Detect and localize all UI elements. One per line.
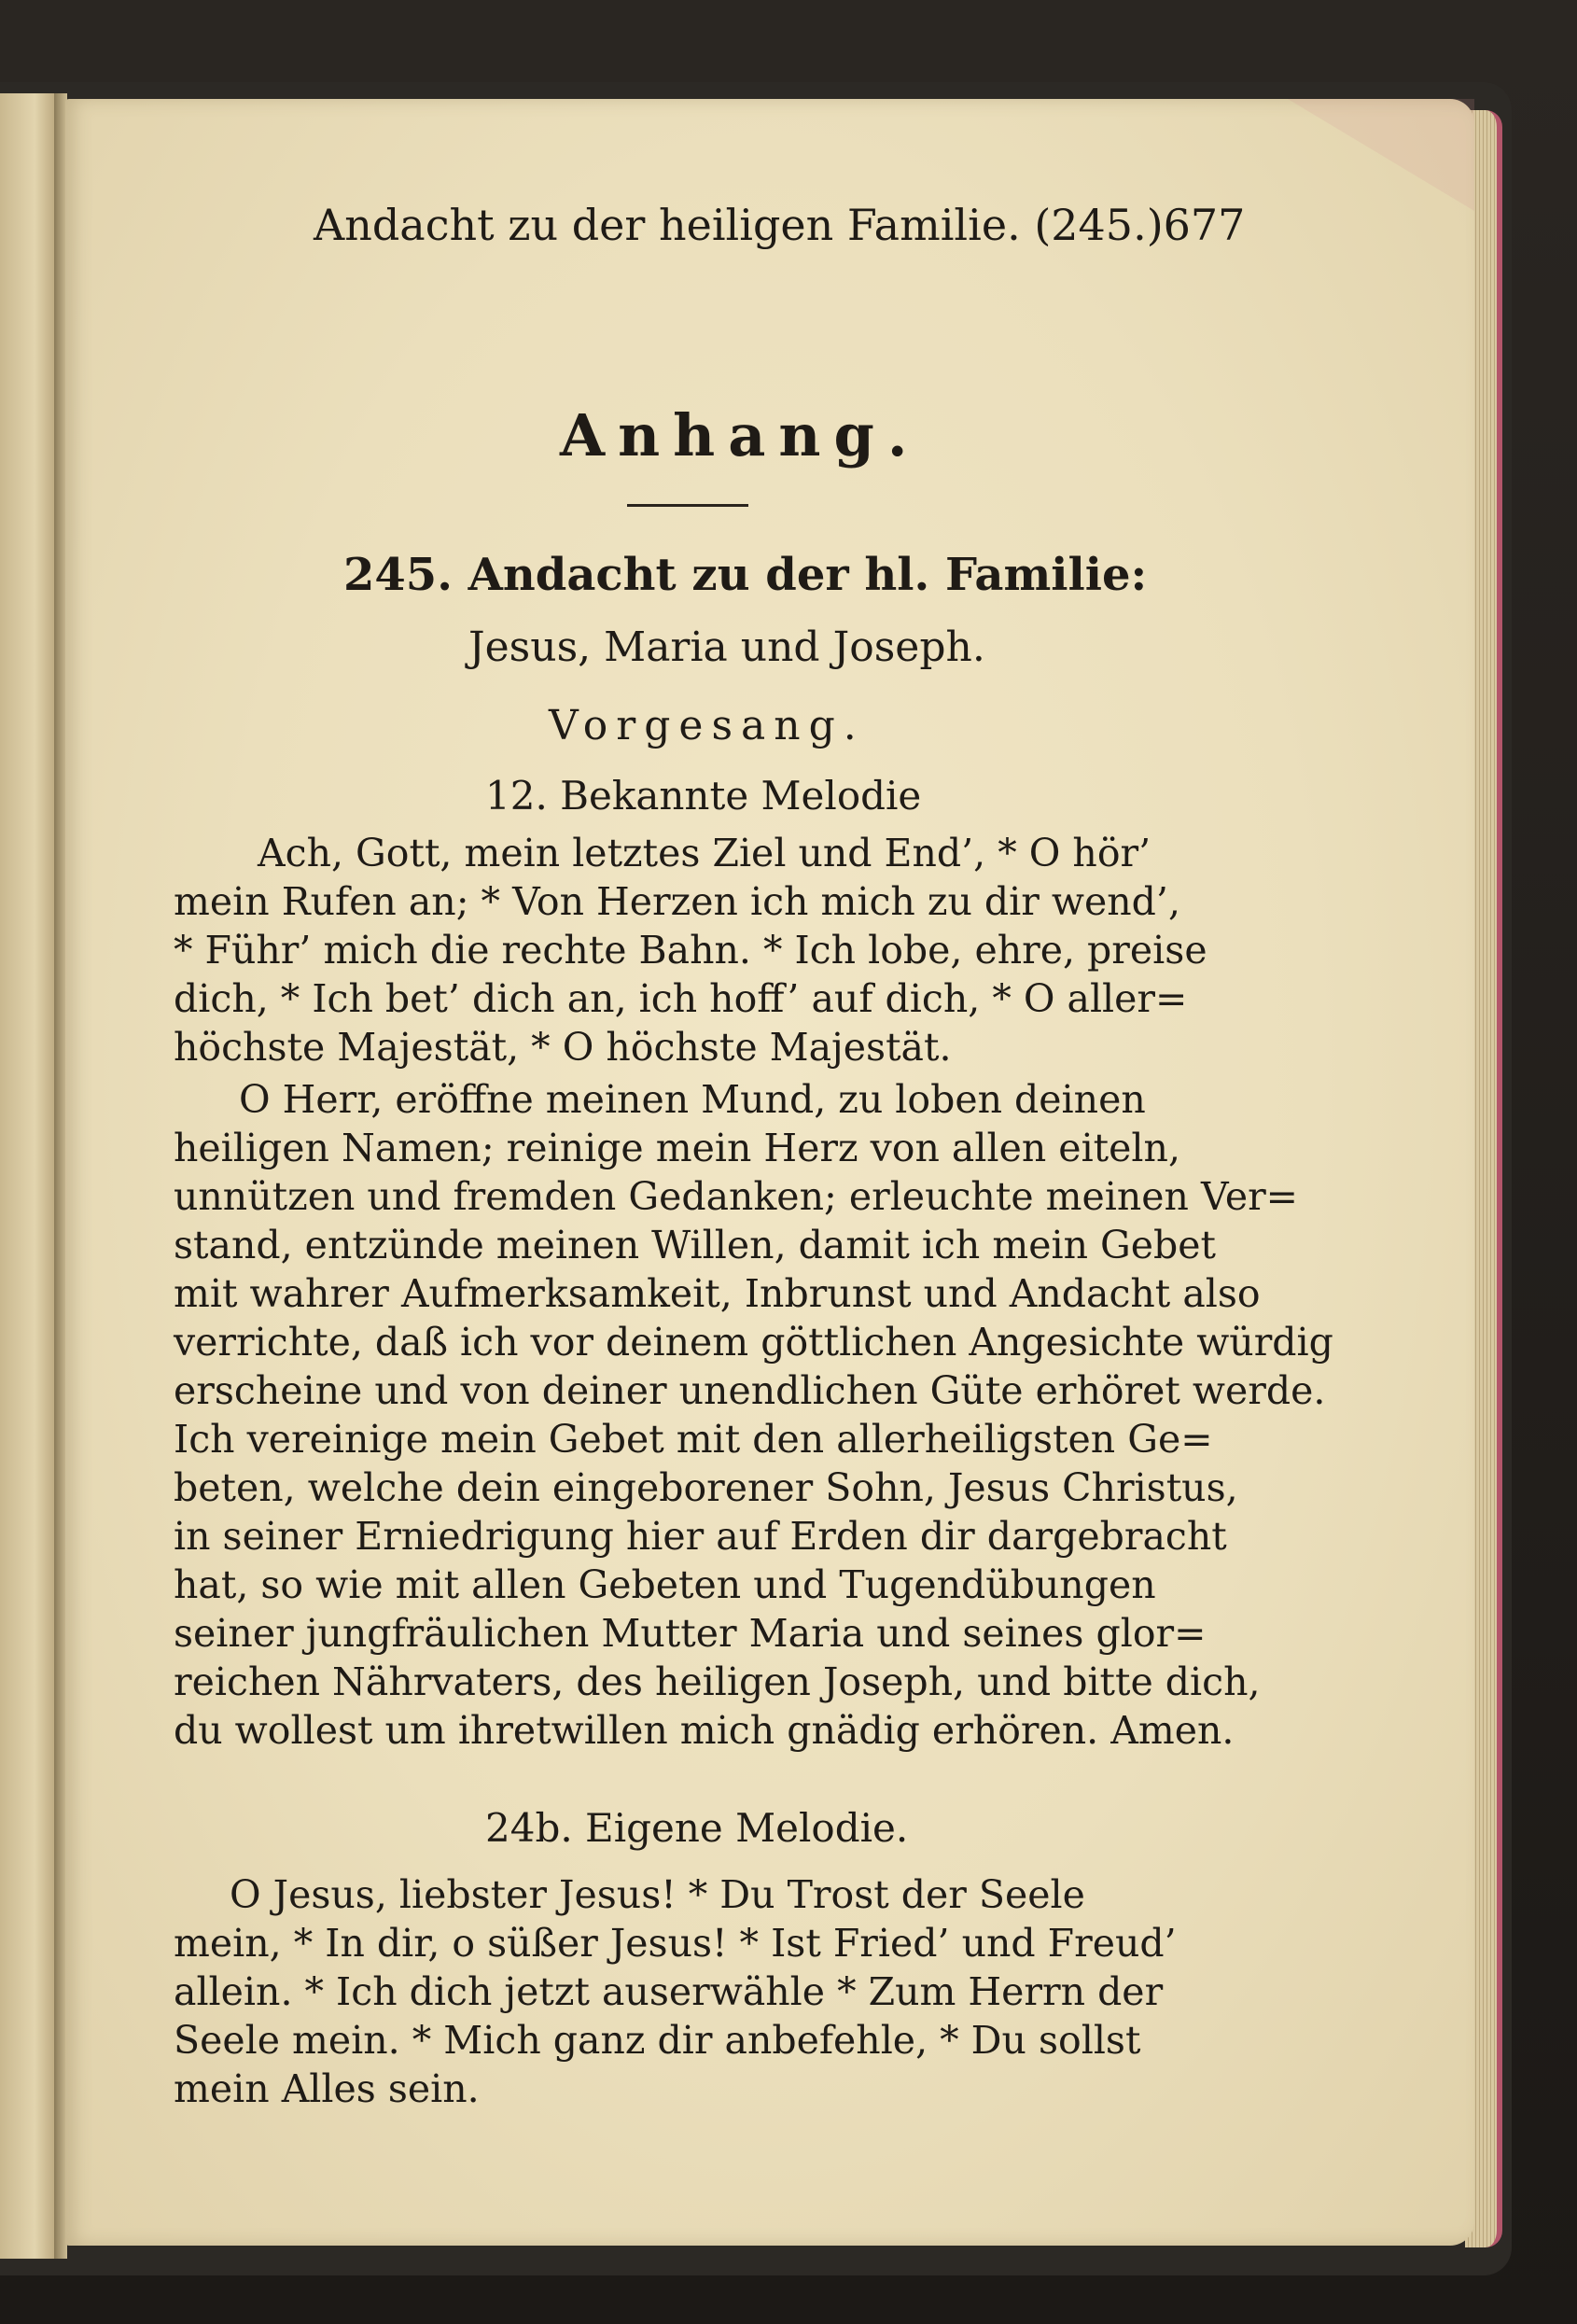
prayer-line: reichen Nährvaters, des heiligen Joseph, und bitte dich, <box>174 1659 1261 1704</box>
corner-fold <box>1288 99 1474 211</box>
hymn-1-line: * Führ’ mich die rechte Bahn. * Ich lobe, ehre, preise <box>174 928 1207 973</box>
running-header <box>314 200 1246 250</box>
prayer-line: stand, entzünde meinen Willen, damit ich mein Gebet <box>174 1223 1217 1267</box>
hymn-2-line: Seele mein. * Mich ganz dir anbefehle, * Du sollst <box>174 2018 1141 2063</box>
prayer-line: erscheine und von deiner unendlichen Güte erhöret werde. <box>174 1368 1326 1413</box>
prayer-line: unnützen und fremden Gedanken; erleuchte meinen Ver= <box>174 1174 1299 1219</box>
title-divider <box>627 504 748 507</box>
prayer-paragraph <box>174 1075 1333 1755</box>
prayer-line: Ich vereinige mein Gebet mit den allerheiligsten Ge= <box>174 1417 1213 1462</box>
prayer-line: du wollest um ihretwillen mich gnädig erhören. Amen. <box>174 1708 1235 1753</box>
hymn-2-line: O Jesus, liebster Jesus! * Du Trost der Seele <box>230 1872 1085 1917</box>
hymn-2-line: mein Alles sein. <box>174 2066 480 2111</box>
hymn-1-line: mein Rufen an; * Von Herzen ich mich zu dir wend’, <box>174 879 1180 924</box>
prayer-line: hat, so wie mit allen Gebeten und Tugendübungen <box>174 1562 1156 1607</box>
hymn-1-line: dich, * Ich bet’ dich an, ich hoff’ auf dich, * O aller= <box>174 976 1188 1021</box>
hymn-2-line: allein. * Ich dich jetzt auserwähle * Zum Herrn der <box>174 1969 1164 2014</box>
prayer-line: seiner jungfräulichen Mutter Maria und seines glor= <box>174 1611 1207 1656</box>
page-number: 677 <box>1163 200 1246 250</box>
prayer-line: mit wahrer Aufmerksamkeit, Inbrunst und Andacht also <box>174 1271 1261 1316</box>
hymn-2-line: mein, * In dir, o süßer Jesus! * Ist Fried’ und Freud’ <box>174 1921 1177 1966</box>
page-title: Anhang. <box>560 401 921 469</box>
section-heading: 245. Andacht zu der hl. Familie: <box>343 549 1148 601</box>
vorgesang-heading: Vorgesang. <box>549 702 865 749</box>
hymn-1-line: Ach, Gott, mein letztes Ziel und End’, * O hör’ <box>258 831 1151 875</box>
facing-page-edge <box>0 93 58 2259</box>
prayer-line: in seiner Erniedrigung hier auf Erden dir dargebracht <box>174 1514 1227 1559</box>
melody-label: 12. Bekannte Melodie <box>485 773 922 819</box>
prayer-line: verrichte, daß ich vor deinem göttlichen Angesichte würdig <box>174 1320 1333 1365</box>
prayer-line: beten, welche dein eingeborener Sohn, Jesus Christus, <box>174 1465 1238 1510</box>
section-subheading: Jesus, Maria und Joseph. <box>468 623 985 671</box>
prayer-line: heiligen Namen; reinige mein Herz von allen eiteln, <box>174 1126 1180 1170</box>
hymn-1 <box>174 829 1207 1071</box>
melody-label-2: 24b. Eigene Melodie. <box>485 1805 909 1851</box>
running-title: Andacht zu der heiligen Familie. (245.) <box>314 200 1164 250</box>
hymn-1-line: höchste Majestät, * O höchste Majestät. <box>174 1025 952 1070</box>
hymn-2 <box>174 1870 1200 2113</box>
prayer-line: O Herr, eröffne meinen Mund, zu loben deinen <box>239 1077 1146 1122</box>
